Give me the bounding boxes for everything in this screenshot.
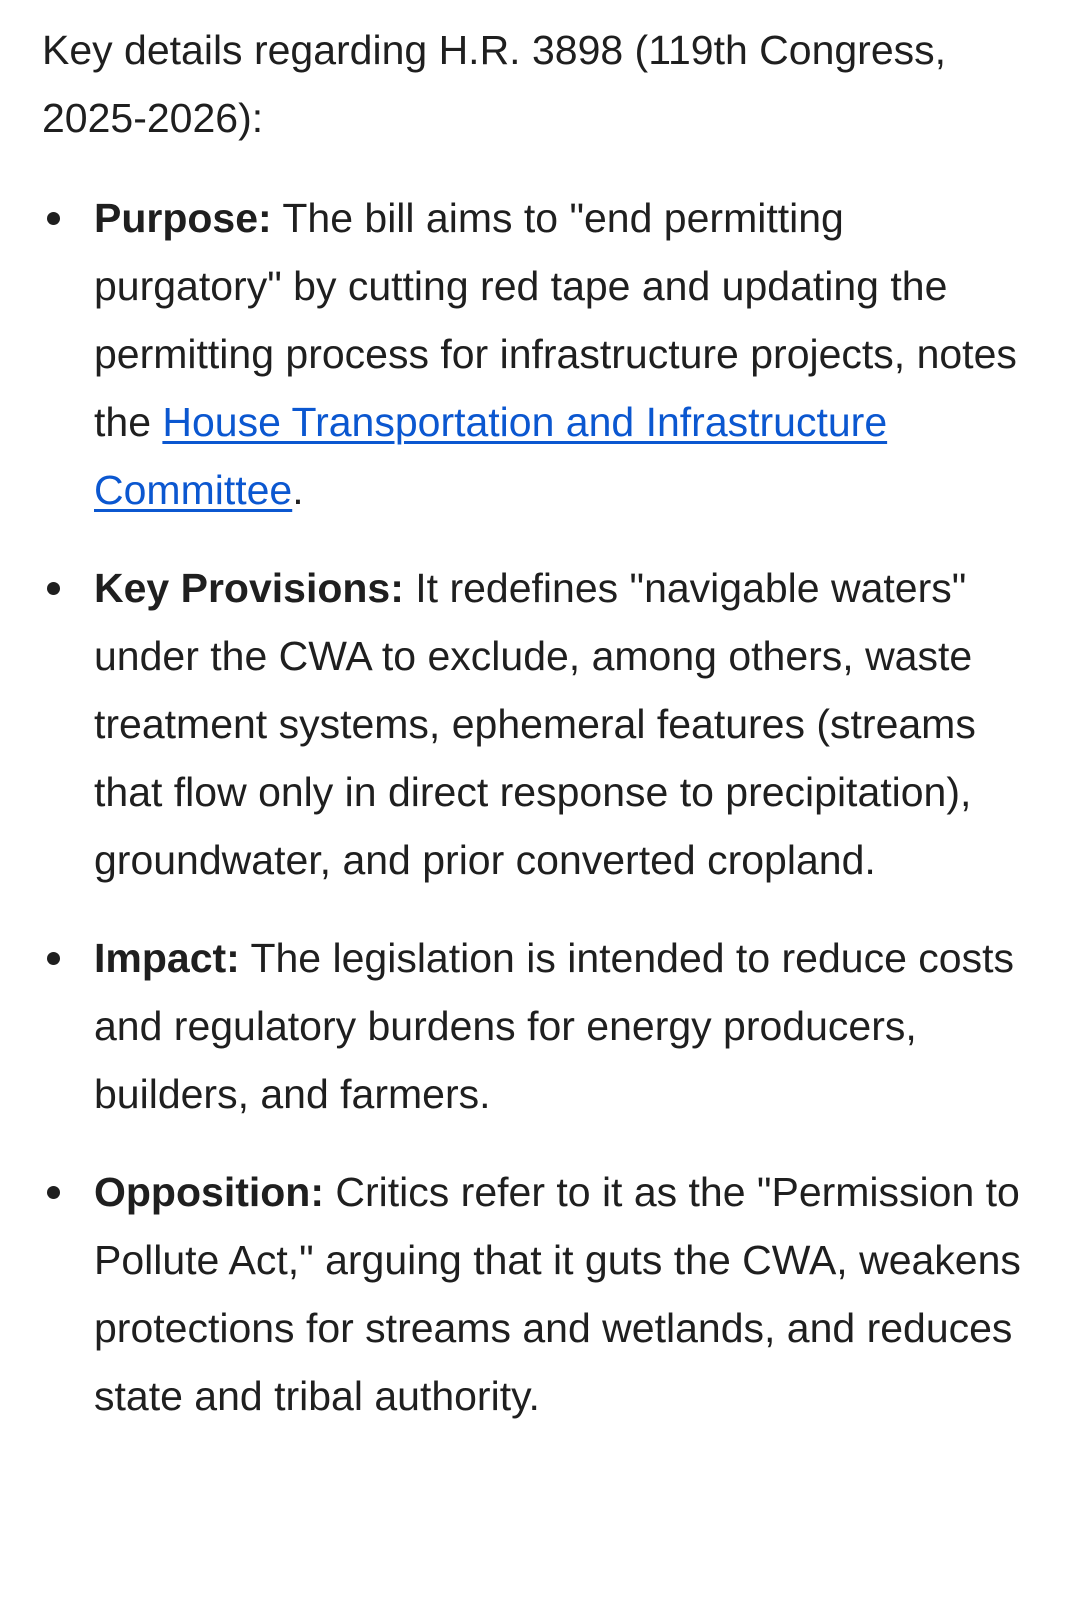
- key-details-list: [42, 184, 1042, 1430]
- item-label: Key Provisions:: [94, 565, 404, 611]
- list-item-opposition: [42, 1158, 1042, 1430]
- committee-link[interactable]: House Transportation and Infrastructure Committee: [94, 399, 888, 513]
- list-item-impact: [42, 924, 1042, 1128]
- bullet-icon: [47, 952, 60, 965]
- bullet-icon: [47, 1186, 60, 1199]
- list-item-purpose: [42, 184, 1042, 524]
- item-label: Opposition:: [94, 1169, 325, 1215]
- item-label: Purpose:: [94, 195, 272, 241]
- intro-paragraph: Key details regarding H.R. 3898 (119th Congress, 2025-2026):: [42, 27, 947, 141]
- bullet-icon: [47, 582, 60, 595]
- item-text-end: .: [292, 467, 304, 513]
- item-label: Impact:: [94, 935, 240, 981]
- response-content: [42, 16, 1042, 1460]
- item-text: Critics refer to it as the "Permission to Pollute Act," arguing that it guts the CWA, weakens protections for streams and wetlands, and reduces state and tribal authority.: [94, 1169, 1021, 1419]
- item-text: It redefines "navigable waters" under the CWA to exclude, among others, waste treatment systems, ephemeral features (streams that flow only in direct response to precipitation), groundwater, and prior converted cropland.: [94, 565, 976, 883]
- list-item-key-provisions: [42, 554, 1042, 894]
- bullet-icon: [47, 212, 60, 225]
- item-text: The legislation is intended to reduce costs and regulatory burdens for energy producers, builders, and farmers.: [94, 935, 1014, 1117]
- item-text: The bill aims to "end permitting purgatory" by cutting red tape and updating the permitting process for infrastructure projects, notes the: [94, 195, 1017, 445]
